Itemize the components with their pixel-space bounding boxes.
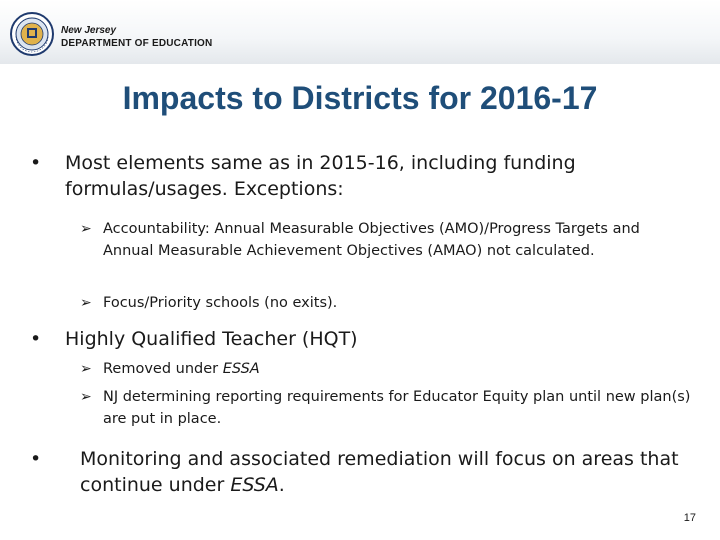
- bullet-dot-icon: •: [30, 152, 42, 174]
- bullet-text: Highly Qualified Teacher (HQT): [65, 328, 358, 350]
- nj-state-seal-icon: [10, 12, 54, 56]
- arrow-bullet-icon: ➢: [80, 221, 92, 237]
- bullet-text: Most elements same as in 2015-16, including funding formulas/usages. Exceptions:: [65, 152, 576, 200]
- bullet-text: [80, 446, 680, 498]
- arrow-bullet-icon: ➢: [80, 295, 92, 311]
- sub-bullet-text: Focus/Priority schools (no exits).: [103, 295, 338, 311]
- sub-bullet-text: [103, 358, 693, 380]
- arrow-bullet-icon: ➢: [80, 389, 92, 405]
- org-name-line1: New Jersey: [61, 25, 117, 36]
- header-bar: [0, 0, 720, 64]
- sub-bullet-text: NJ determining reporting requirements for Educator Equity plan until new plan(s) are put in place.: [103, 389, 691, 427]
- slide-number: 17: [683, 512, 696, 524]
- bullet-text-part: .: [278, 474, 285, 496]
- bullet-dot-icon: •: [30, 328, 42, 350]
- sub-bullet-text-part: Removed under: [103, 361, 223, 377]
- bullet-text-part: Monitoring and associated remediation will focus on areas that continue under: [80, 448, 679, 496]
- essa-emphasis: ESSA: [222, 361, 260, 377]
- arrow-bullet-icon: ➢: [80, 361, 92, 377]
- essa-emphasis: ESSA: [230, 474, 279, 496]
- sub-bullet-text: Accountability: Annual Measurable Objectives (AMO)/Progress Targets and Annual Measurable Achievement Objectives (AMAO) not calculated.: [103, 221, 640, 259]
- bullet-dot-icon: •: [30, 448, 42, 470]
- org-name-line2: DEPARTMENT OF EDUCATION: [61, 38, 213, 49]
- org-name: [61, 24, 212, 50]
- slide-title: Impacts to Districts for 2016-17: [122, 80, 598, 116]
